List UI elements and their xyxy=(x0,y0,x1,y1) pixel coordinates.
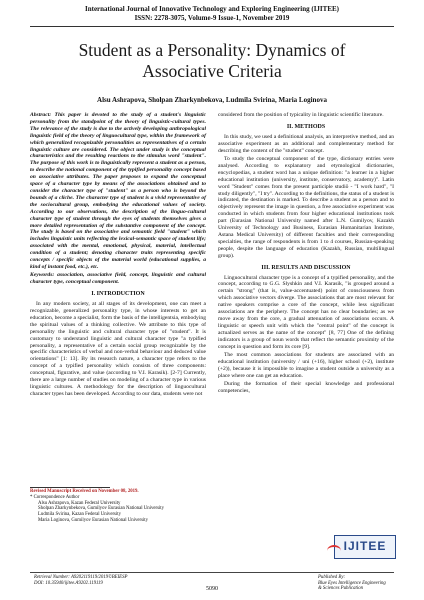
retrieval-number: Retrieval Number: A9202119119/2019©BEIESP xyxy=(34,575,128,580)
footnotes xyxy=(30,489,206,524)
author-affiliation: Sholpan Zharkynbekova, Gumilyov Eurasian National University xyxy=(38,506,165,512)
methods-paragraph: To study the conceptual component of the type, dictionary entries were analysed. According to explanatory and etymological dictionaries, encyclopedias, a student word has a unique definition: "a learner in a higher educational institution (university, institute, conservatory, academy)". Latin word "Student" comes from the present participle studiō - "I work hard", "I study diligently", "I try". According to the definitions, the status of a student is indicated, the destination is marked. To describe a student as a person and to objectively represent the image in question, a free associative experiment was conducted in which students from four higher educational institutions took part (Eurasian National University named after L.N. Gumilyov, Kazakh University of Technology and Business, Eurasian Humanitarian Institute, Astana Medical University) of different faculties and their corresponding specialties, the range of respondents is from 1 to 4 courses, Russian-speaking people, despite the language of education (Kazakh, Russian, multilingual group). xyxy=(218,156,394,259)
logo-text: IJITEE xyxy=(343,539,387,553)
publisher-info xyxy=(318,575,386,592)
author-affiliation: Maria Loginova, Gumilyov Eurasian National University xyxy=(38,517,149,523)
title-line-1: Student as a Personality: Dynamics of xyxy=(78,40,346,60)
intro-paragraph: In any modern society, at all stages of its development, one can meet a recognizable, generalized personality type, in whose interests to get an education, become a specialist, form the basis of the intelligentsia, embodying the spiritual values of a thinking collective. We attribute to this type of personality the linguistic and cultural character type of "student". It is customary to understand linguistic and cultural character type "a typified personality, a representative of a certain social group recognizable by the specific characteristics of verbal and non-verbal behaviour and deduced value orientations" [1: 13]. By its research nature, a character type refers to the concept of a typified personality which consists of three components: conceptual, figurative, and value (according to V.I. Karasik). [2-7] Currently, there are a large number of studies on modeling of a character type in various linguistic cultures. A methodology for the description of linguocultural character types has been developed. According to our data, students were not xyxy=(30,301,206,397)
footer-rule xyxy=(30,572,394,573)
page-header xyxy=(0,5,424,23)
results-paragraph: The most common associations for students are associated with an educational institution (university / uni (+16), higher school (+2), institute (+2)), because it is impossible to imagine a student outside a university as a place where one can get an education. xyxy=(218,352,394,379)
correspondence-note: * Correspondence Author xyxy=(30,494,80,500)
journal-name: International Journal of Innovative Technology and Exploring Engineering (IJITEE) xyxy=(85,5,339,13)
abstract: Abstract: This paper is devoted to the study of a student's linguistic personality from the standpoint of the theory of linguistic-cultural types. The relevance of the study is due to the actively developing anthropological linguistic field of the theory of linguocultural type, within the framework of which generalized recognizable personalities as representatives of a certain linguistic culture are considered. The object under study is the conceptual characteristics and the resulting reactions to the stimulus word "student". The purpose of this work is to linguistically represent a student as a person, to describe the notional component of the typified personality concept based on associative attributes. The paper proposes to expand the conceptual space of a character type by means of the associations obtained and to consider the character type of "student" as a person who is beyond the bounds of a cliche. The character type of student is a vivid representative of the sociocultural group, embodying the educational values of society. According to our observations, the description of the linguo-cultural character type of student through the eyes of students themselves gives a more detailed representation of the substantive component of the concept. The study is based on the associative and semantic field "student" which includes linguistic units reflecting the lexical-semantic space of student life; associated with the mental, emotional, physical, material, intellectual condition of a student; denoting character traits representing specific concepts / specific objects of the material world (educational supplies, a kind of instant food, etc.), etc. xyxy=(30,112,206,270)
page-number: 5090 xyxy=(206,586,218,592)
manuscript-received: Revised Manuscript Received on November 08, 2019. xyxy=(30,489,139,494)
right-column xyxy=(218,112,394,396)
footnote-rule xyxy=(30,487,110,488)
paper-title xyxy=(30,40,394,82)
section-heading-introduction: I. INTRODUCTION xyxy=(91,291,145,298)
section-heading-methods: II. METHODS xyxy=(286,123,326,130)
results-paragraph: Linguocultural character type is a concept of a typified personality, and the concept, according to G.G. Slyshkin and V.I. Karasik, "is grouped around a certain "strong" (that is, value-accentuated) point of consciousness from which associative vectors diverge. The associations that are most relevant for native speakers comprise a core of the concept, while less significant associations are the periphery. The concept has no clear boundaries; as we move away from the core, a gradual attenuation of associations occurs. A linguistic or speech unit with which the "central point" of the concept is actualized serves as the name of the concept" [8, 77] One of the defining indicators is a group of noun words that reflect the semantic proximity of the concept in question and form its core [9]. xyxy=(218,274,394,350)
results-paragraph: During the formation of their special knowledge and professional competencies, xyxy=(218,381,394,395)
continued-paragraph: considered from the position of typicality in linguistic scientific literature. xyxy=(218,112,384,118)
journal-issn: ISSN: 2278-3075, Volume-9 Issue-1, November 2019 xyxy=(134,14,290,22)
header-rule xyxy=(30,26,394,27)
publisher-line: Published By: xyxy=(318,575,346,580)
left-column xyxy=(30,112,206,399)
section-heading-results: III. RESULTS AND DISCUSSION xyxy=(261,264,351,271)
methods-paragraph: In this study, we used a definitional analysis, an interpretive method, and an associative experiment as an additional and complementary method for describing the content of the "student" concept. xyxy=(218,133,394,154)
author-affiliation: Ludmila Svirina, Kazan Federal University xyxy=(38,512,121,518)
title-line-2: Associative Criteria xyxy=(142,61,282,81)
author-affiliation: Alsu Ashrapova, Kazan Federal University xyxy=(38,500,121,506)
footer-retrieval-info xyxy=(34,575,127,586)
author-list: Alsu Ashrapova, Sholpan Zharkynbekova, Ludmila Svirina, Maria Loginova xyxy=(97,96,327,104)
keywords: Keywords: association, associative field, concept, linguistic and cultural character type, conceptual component. xyxy=(30,272,206,286)
publisher-line: Blue Eyes Intelligence Engineering xyxy=(318,580,386,586)
doi: DOI: 10.35940/ijitee.A9202.119119 xyxy=(34,580,103,586)
journal-logo xyxy=(334,535,396,559)
publisher-line: & Sciences Publication xyxy=(318,586,364,592)
